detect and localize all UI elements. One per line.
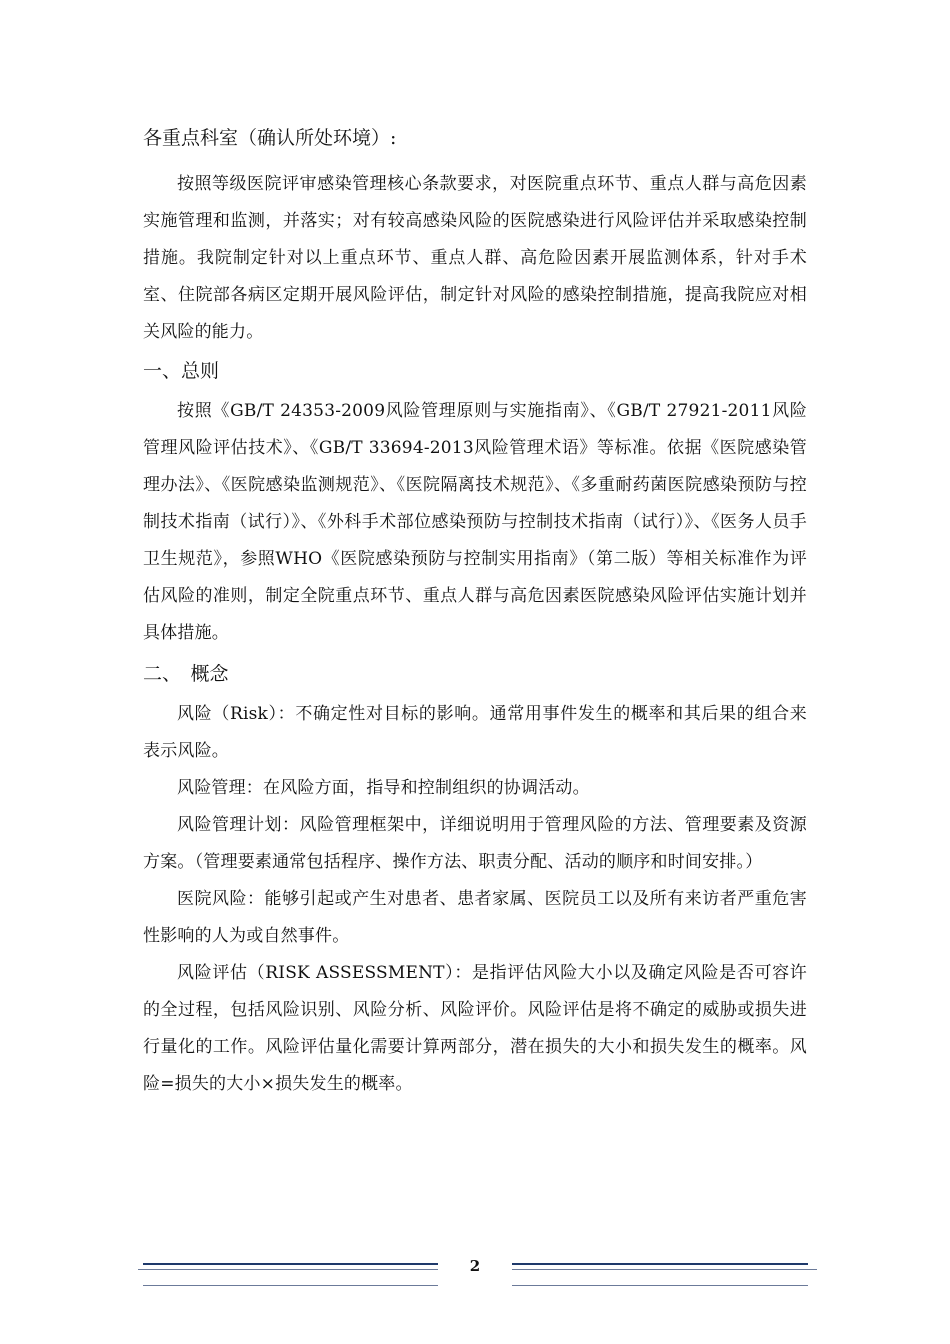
section-heading-concepts: 二、 概念 (143, 663, 229, 685)
document-body (143, 118, 807, 1103)
footer-rule (512, 1263, 808, 1265)
page-number: 2 (469, 1257, 481, 1275)
department-heading: 各重点科室（确认所处环境）: (143, 127, 397, 149)
concept-hospital-risk: 医院风险：能够引起或产生对患者、患者家属、医院员工以及所有来访者严重危害性影响的人为或自然事件。 (143, 889, 807, 946)
section-heading-general: 一、总则 (143, 360, 220, 382)
concept-risk-assessment: 风险评估（RISK ASSESSMENT）：是指评估风险大小以及确定风险是否可容许的全过程，包括风险识别、风险分析、风险评价。风险评估是将不确定的威胁或损失进行量化的工作。风险评估量化需要计算两部分，潜在损失的大小和损失发生的概率。风险=损失的大小×损失发生的概率。 (143, 963, 807, 1094)
footer-rule (138, 1269, 438, 1270)
general-paragraph: 按照《GB/T 24353-2009风险管理原则与实施指南》、《GB/T 27921-2011风险管理风险评估技术》、《GB/T 33694-2013风险管理术语》等标准。依据《医院感染管理办法》、《医院感染监测规范》、《医院隔离技术规范》、《多重耐药菌医院感染预防与控制技术指南（试行）》、《外科手术部位感染预防与控制技术指南（试行）》、《医务人员手卫生规范》，参照WHO《医院感染预防与控制实用指南》（第二版）等相关标准作为评估风险的准则，制定全院重点环节、重点人群与高危因素医院感染风险评估实施计划并具体措施。 (143, 401, 807, 643)
footer-rule (143, 1285, 438, 1286)
intro-paragraph: 按照等级医院评审感染管理核心条款要求，对医院重点环节、重点人群与高危因素实施管理和监测，并落实；对有较高感染风险的医院感染进行风险评估并采取感染控制措施。我院制定针对以上重点环节、重点人群、高危险因素开展监测体系，针对手术室、住院部各病区定期开展风险评估，制定针对风险的感染控制措施，提高我院应对相关风险的能力。 (143, 174, 807, 342)
page-footer (0, 1255, 950, 1295)
concept-risk-management: 风险管理：在风险方面，指导和控制组织的协调活动。 (177, 778, 590, 798)
concept-risk: 风险（Risk）：不确定性对目标的影响。通常用事件发生的概率和其后果的组合来表示风险。 (143, 704, 807, 761)
footer-rule (143, 1263, 438, 1265)
footer-rule (512, 1269, 817, 1270)
concept-risk-management-plan: 风险管理计划：风险管理框架中，详细说明用于管理风险的方法、管理要素及资源方案。（管理要素通常包括程序、操作方法、职责分配、活动的顺序和时间安排。） (143, 815, 807, 872)
footer-rule (512, 1285, 808, 1286)
